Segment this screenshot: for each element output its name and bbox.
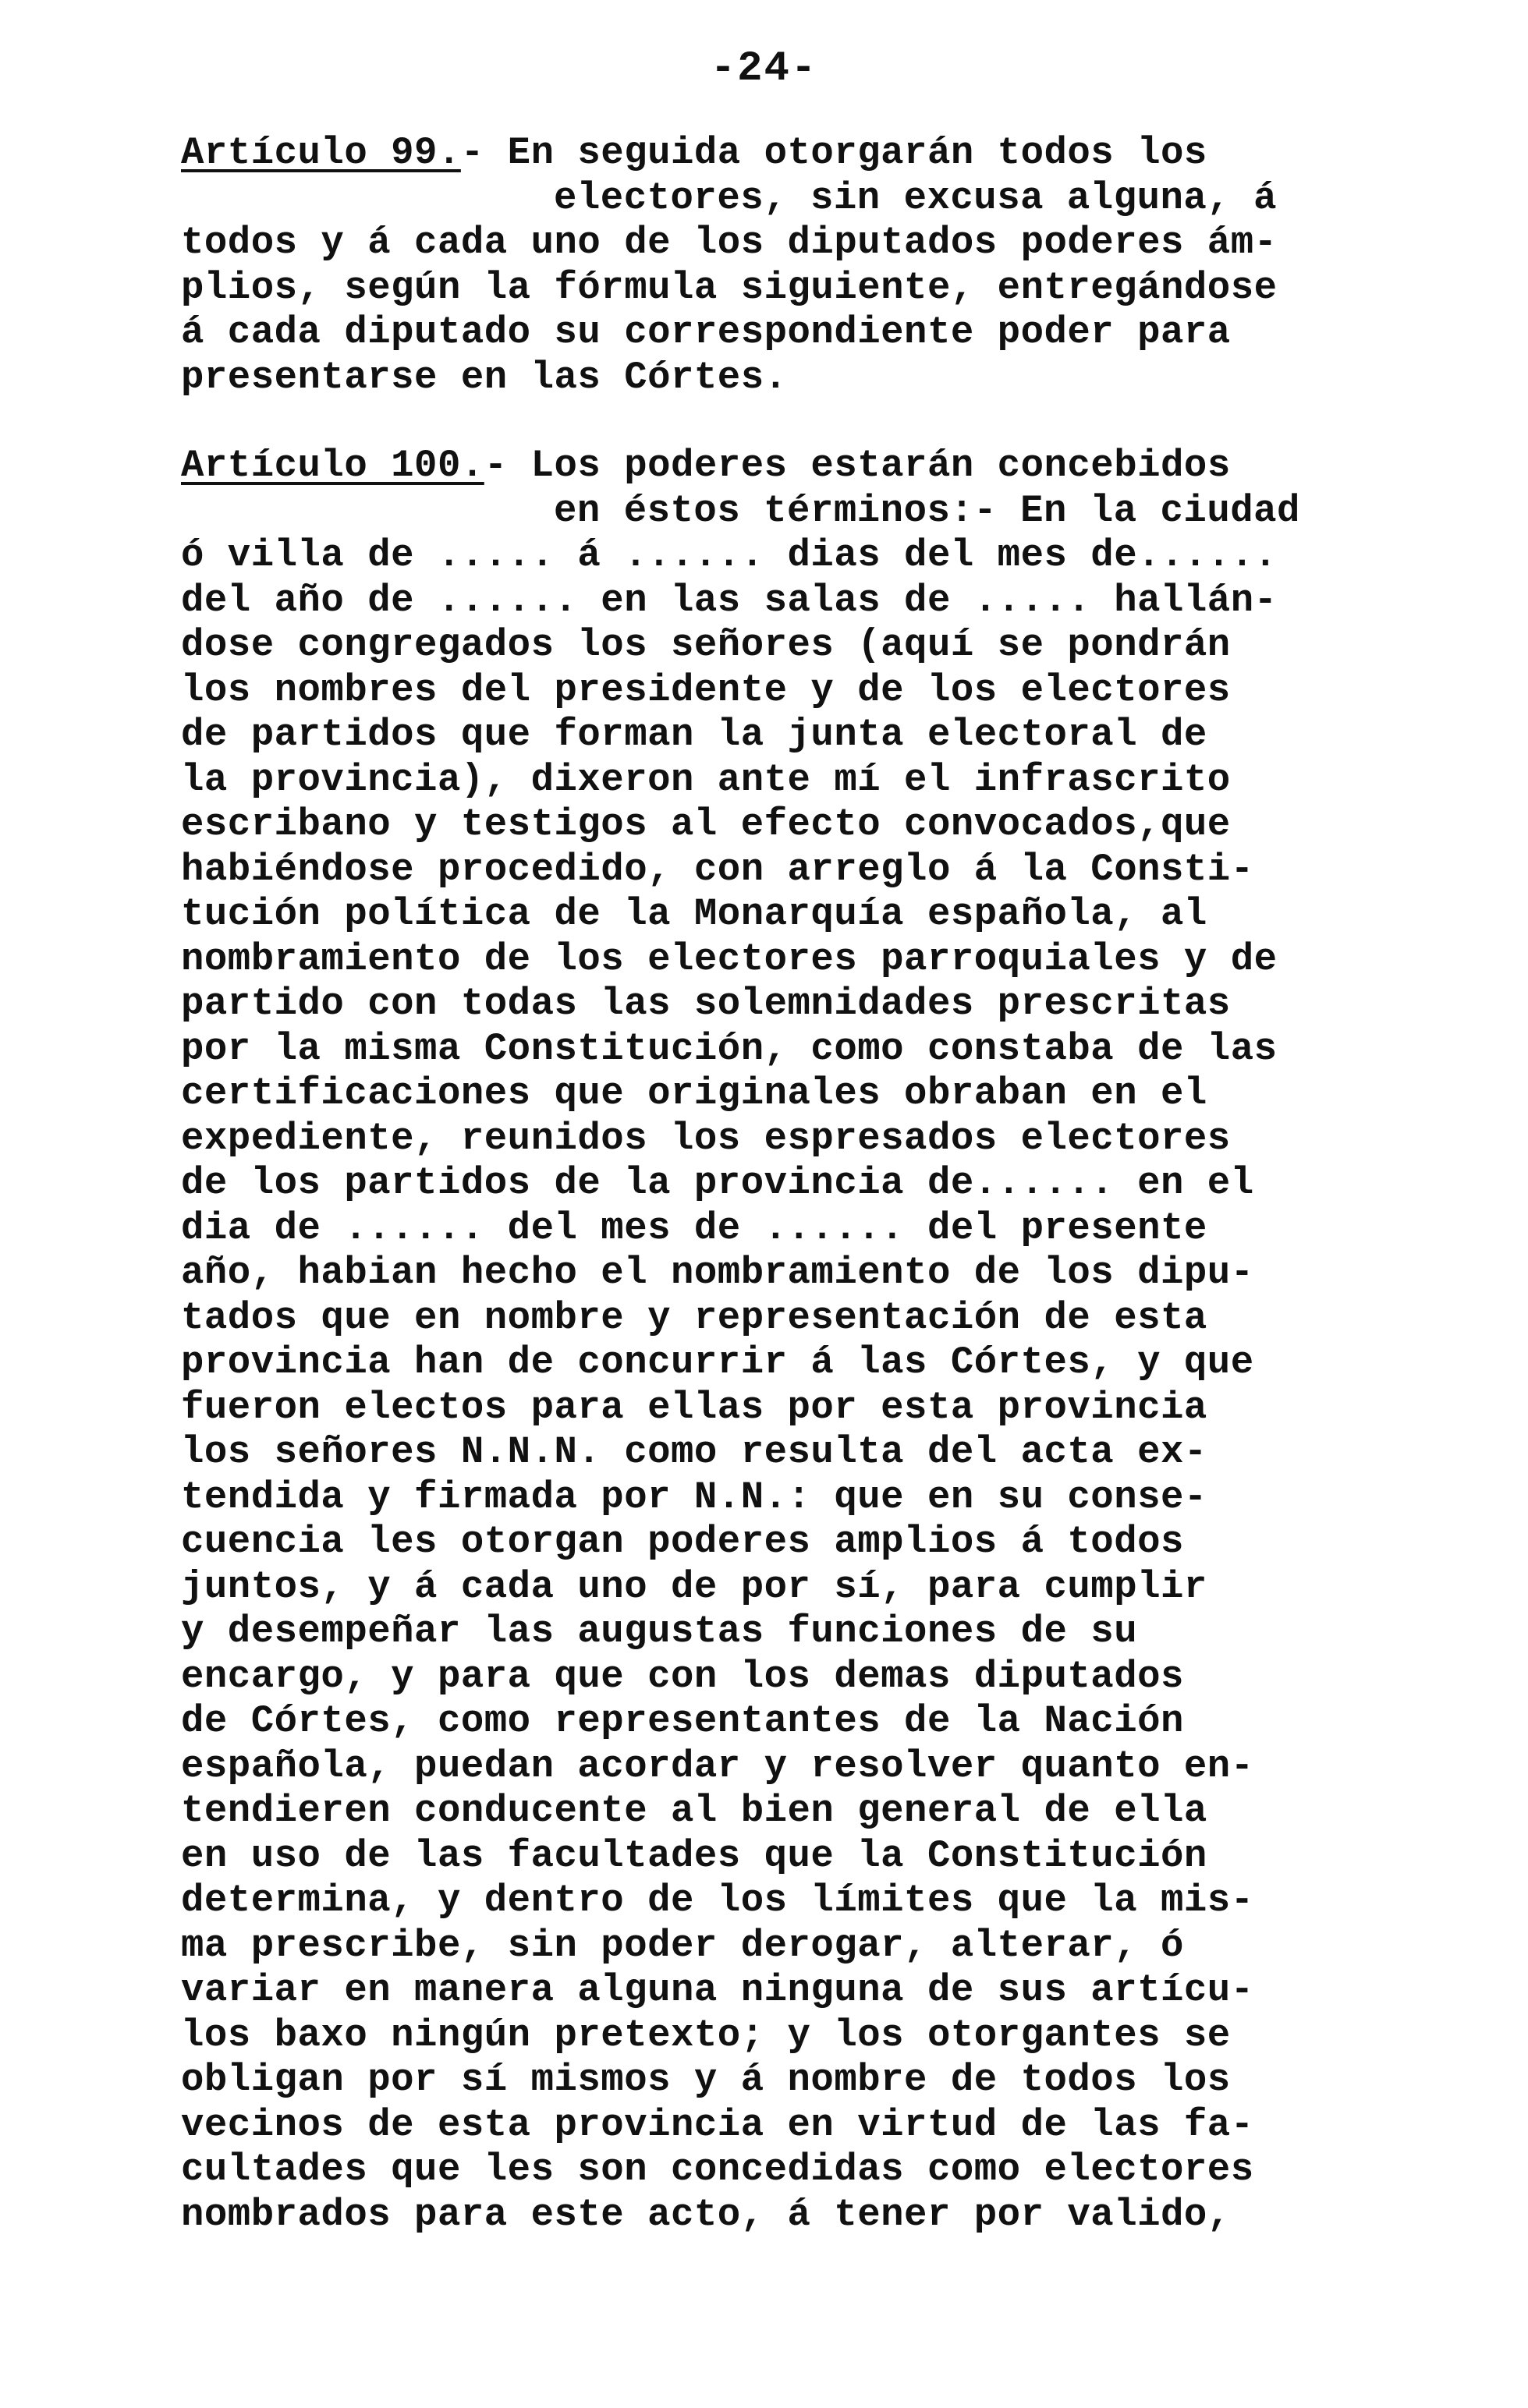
article-99-line: presentarse en las Córtes. [181, 355, 788, 399]
article-100-line: tución política de la Monarquía española, al [181, 892, 1207, 936]
article-100-line: por la misma Constitución, como constaba de las [181, 1026, 1278, 1071]
paragraph-gap [181, 400, 1398, 444]
article-100-line: año, habian hecho el nombramiento de los dipu- [181, 1251, 1254, 1294]
article-100-line: juntos, y á cada uno de por sí, para cumplir [181, 1564, 1207, 1609]
article-100-first-line-text: - Los poderes estarán concebidos [484, 444, 1231, 487]
article-100-line: fueron electos para ellas por esta provincia [181, 1385, 1207, 1429]
article-100-line: certificaciones que originales obraban en el [181, 1071, 1207, 1115]
article-100-line: los baxo ningún pretexto; y los otorgantes se [181, 2013, 1231, 2057]
article-100-line: partido con todas las solemnidades prescritas [181, 982, 1231, 1025]
page-number: -24- [710, 45, 818, 93]
article-100-line: dia de ...... del mes de ...... del presente [181, 1206, 1207, 1250]
article-100-line: del año de ...... en las salas de ..... hallán- [181, 578, 1278, 622]
article-100-line: de partidos que forman la junta electoral de [181, 713, 1207, 756]
article-100-line: expediente, reunidos los espresados electores [181, 1116, 1231, 1160]
article-100-line: encargo, y para que con los demas diputados [181, 1654, 1184, 1698]
article-99-line: plios, según la fórmula siguiente, entregándose [181, 265, 1278, 310]
article-100-line: nombramiento de los electores parroquiales y de [181, 937, 1278, 981]
article-100-line: obligan por sí mismos y á nombre de todos los [181, 2058, 1231, 2102]
article-100-line: variar en manera alguna ninguna de sus artícu- [181, 1968, 1254, 2012]
article-100-line: ma prescribe, sin poder derogar, alterar, ó [181, 1923, 1184, 1967]
article-99-first-line-text: - En seguida otorgarán todos los [460, 131, 1207, 175]
article-100-line: la provincia), dixeron ante mí el infrascrito [181, 757, 1231, 802]
article-99-line: electores, sin excusa alguna, á [554, 175, 1278, 220]
article-100-line: tendieren conducente al bien general de ella [181, 1789, 1207, 1833]
article-99-line: á cada diputado su correspondiente poder para [181, 310, 1231, 354]
article-100-first-line [181, 444, 1398, 489]
article-100-line: tados que en nombre y representación de esta [181, 1295, 1207, 1340]
article-100-line: dose congregados los señores (aquí se pondrán [181, 623, 1231, 667]
article-100-heading: Artículo 100. [181, 444, 484, 487]
document-body [181, 131, 1398, 2237]
article-100-line: tendida y firmada por N.N.: que en su conse- [181, 1475, 1207, 1519]
article-99-heading: Artículo 99. [181, 131, 461, 175]
article-100-line: ó villa de ..... á ...... dias del mes de...... [181, 533, 1278, 577]
article-100-line: en éstos términos:- En la ciudad [554, 488, 1300, 533]
article-100-line: y desempeñar las augustas funciones de su [181, 1609, 1138, 1653]
article-100-line: cuencia les otorgan poderes amplios á todos [181, 1520, 1184, 1563]
article-99-line: todos y á cada uno de los diputados poderes ám- [181, 221, 1278, 264]
article-100-line: de los partidos de la provincia de...... en el [181, 1161, 1254, 1205]
article-100-line: determina, y dentro de los límites que la mis- [181, 1879, 1254, 1922]
article-100-line: habiéndose procedido, con arreglo á la Consti- [181, 847, 1254, 891]
article-99-first-line [181, 131, 1398, 176]
article-100-line: los nombres del presidente y de los electores [181, 668, 1231, 712]
article-100-line: escribano y testigos al efecto convocados,que [181, 802, 1231, 846]
article-100-line: de Córtes, como representantes de la Nación [181, 1699, 1184, 1743]
article-100-line: cultades que les son concedidas como electores [181, 2148, 1254, 2191]
article-100-line: provincia han de concurrir á las Córtes, y que [181, 1340, 1254, 1384]
article-100-line: los señores N.N.N. como resulta del acta ex- [181, 1430, 1207, 1474]
article-100-line: en uso de las facultades que la Constitución [181, 1833, 1207, 1878]
article-100-line: nombrados para este acto, á tener por valido, [181, 2192, 1231, 2236]
article-100-line: española, puedan acordar y resolver quanto en- [181, 1744, 1254, 1788]
article-100-line: vecinos de esta provincia en virtud de las fa- [181, 2102, 1254, 2147]
